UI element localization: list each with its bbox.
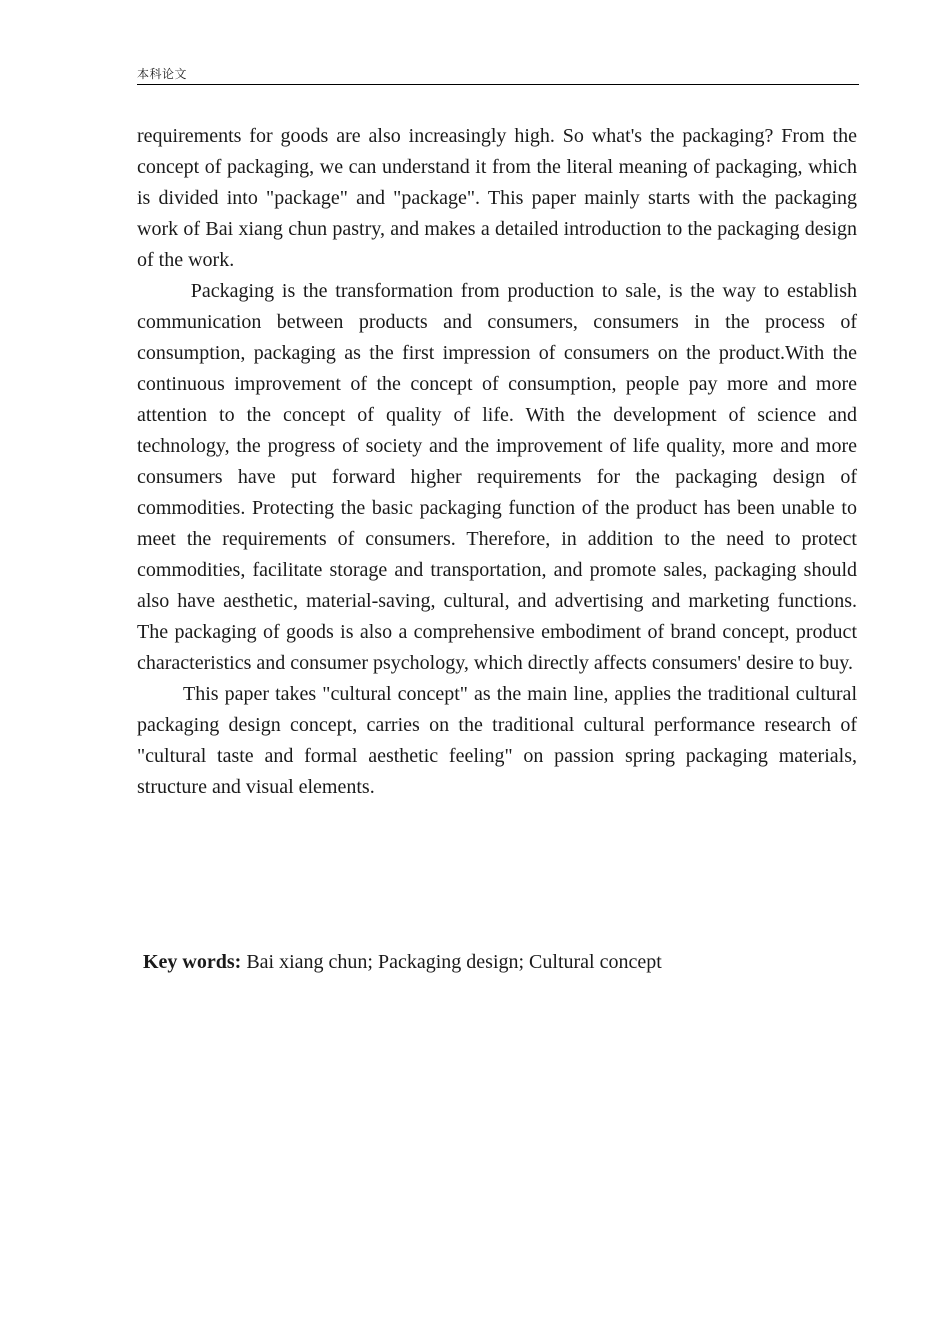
keywords-label: Key words: bbox=[143, 951, 242, 973]
paragraph-1: requirements for goods are also increasingly high. So what's the packaging? From the concept of packaging, we can understand it from the literal meaning of packaging, which is divided into "package" and "package". This paper mainly starts with the packaging work of Bai xiang chun pastry, and makes a detailed introduction to the packaging design of the work. bbox=[137, 125, 857, 271]
keywords-value: Bai xiang chun; Packaging design; Cultural concept bbox=[241, 951, 662, 973]
abstract-body bbox=[137, 121, 862, 803]
keywords-line bbox=[143, 947, 662, 978]
paragraph-2: Packaging is the transformation from production to sale, is the way to establish communication between products and consumers, consumers in the process of consumption, packaging as the first impression of consumers on the product.With the continuous improvement of the concept of consumption, people pay more and more attention to the concept of quality of life. With the development of science and technology, the progress of society and the improvement of life quality, more and more consumers have put forward higher requirements for the packaging design of commodities. Protecting the basic packaging function of the product has been unable to meet the requirements of consumers. Therefore, in addition to the need to protect commodities, facilitate storage and transportation, and promote sales, packaging should also have aesthetic, material-saving, cultural, and advertising and marketing functions. The packaging of goods is also a comprehensive embodiment of brand concept, product characteristics and consumer psychology, which directly affects consumers' desire to buy. bbox=[137, 280, 862, 674]
paragraph-3: This paper takes "cultural concept" as the main line, applies the traditional cultural packaging design concept, carries on the traditional cultural performance research of "cultural taste and formal aesthetic feeling" on passion spring packaging materials, structure and visual elements. bbox=[137, 683, 857, 798]
page-header bbox=[137, 66, 859, 85]
header-running-title: 本科论文 bbox=[137, 67, 188, 81]
